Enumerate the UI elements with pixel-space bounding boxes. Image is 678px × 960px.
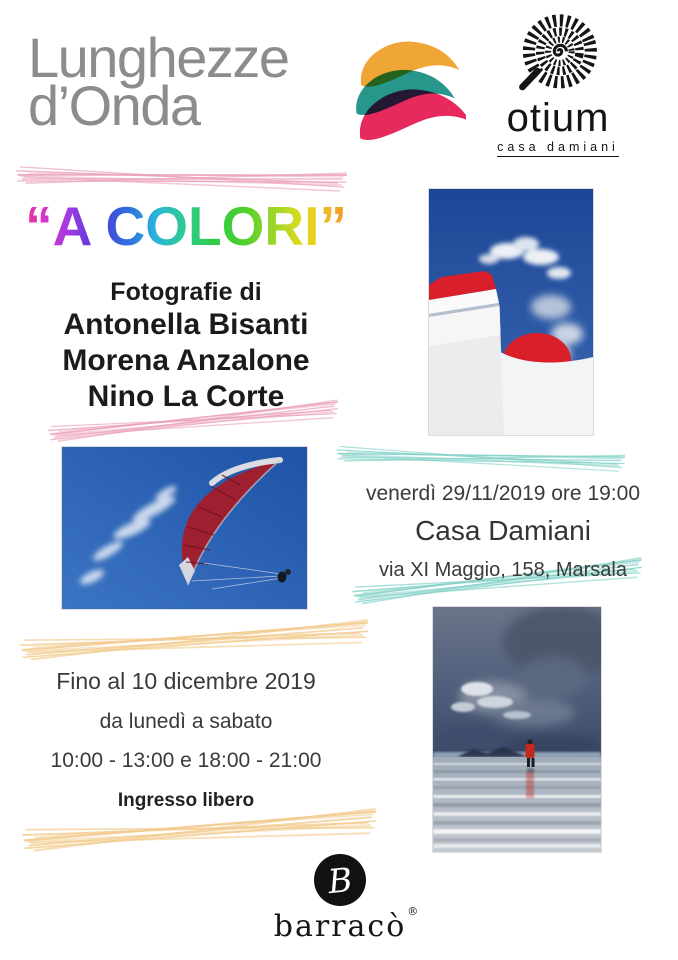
photographer-name: Nino La Corte [87, 380, 285, 413]
blue-sky [62, 447, 307, 609]
fotografie-di-label: Fotografie di [110, 278, 262, 306]
otium-wordmark: otium [506, 96, 610, 140]
lunghezze-line2: d’Onda [28, 73, 200, 137]
left-building [429, 271, 504, 435]
barraco-monogram-icon [314, 854, 366, 906]
free-admission-label: Ingresso libero [117, 790, 255, 811]
nautilus-shell-icon [510, 12, 606, 102]
photographer-name: Antonella Bisanti [63, 308, 309, 341]
lunghezze-line1: Lunghezze [28, 26, 289, 89]
schedule-until: Fino al 10 dicembre 2019 [56, 668, 316, 694]
casa-damiani-subtitle: casa damiani [497, 140, 619, 157]
yellow-scribble-top [19, 610, 371, 669]
otium-casa-damiani-logo [490, 12, 626, 157]
photo-stormy-beach [432, 606, 602, 853]
schedule-hours: 10:00 - 13:00 e 18:00 - 21:00 [50, 749, 322, 772]
schedule-block [12, 668, 360, 812]
event-datetime: venerdì 29/11/2019 ore 19:00 [366, 482, 640, 505]
photographers-block [10, 278, 362, 415]
photo-paraglider [61, 446, 308, 610]
event-info-block [350, 482, 656, 582]
registered-mark: ® [407, 905, 421, 918]
teal-scribble-top [335, 436, 626, 481]
barraco-wordmark: barracò ® [273, 905, 421, 944]
photo-architecture-red-roof [428, 188, 594, 436]
event-venue: Casa Damiani [415, 515, 591, 546]
barraco-logo [240, 854, 440, 944]
exhibition-title: “A COLORI” [10, 194, 362, 258]
photographer-name: Morena Anzalone [62, 344, 310, 377]
schedule-days: da lunedì a sabato [99, 710, 273, 733]
monogram-letter: B [325, 859, 355, 901]
lunghezze-donda-logo [28, 26, 289, 137]
event-address: via XI Maggio, 158, Marsala [379, 559, 627, 581]
wave-petals-logo-icon [348, 34, 466, 140]
